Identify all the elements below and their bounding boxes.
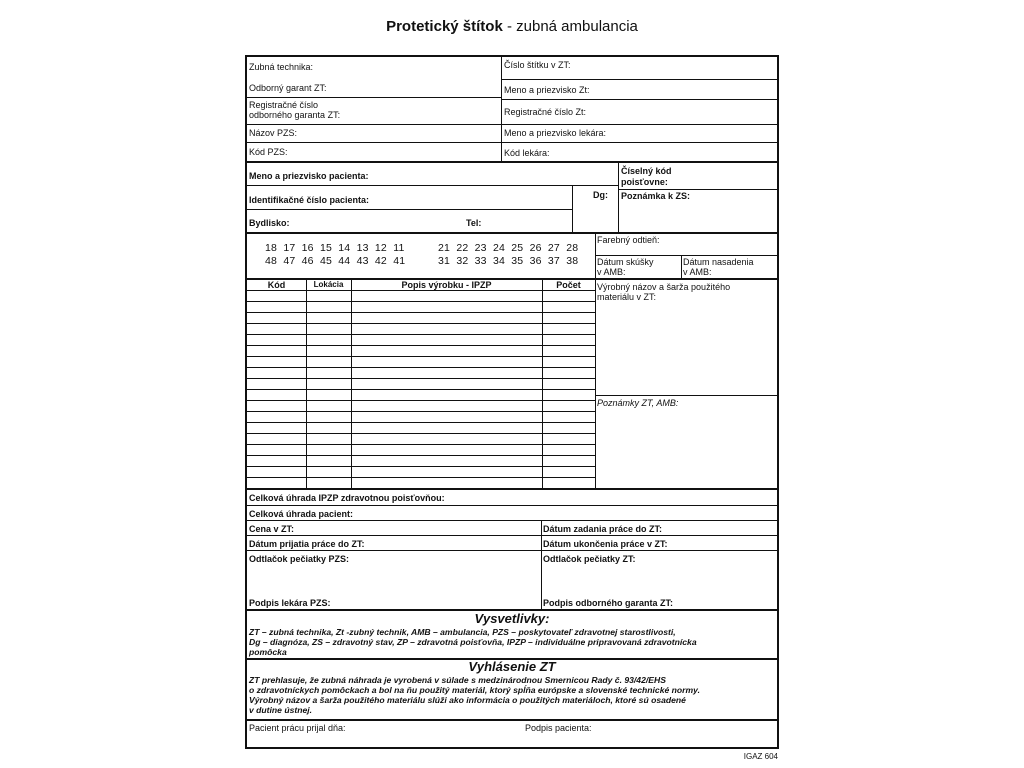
divider [247,535,777,536]
divider [247,124,777,125]
declaration-line-1: ZT prehlasuje, že zubná náhrada je vyrobená v súlade s medzinárodnou Smernicou Rady č. 93/42/EHS [249,675,666,685]
legend-title: Vysvetlivky: [474,611,550,626]
uhrada-pacient-label: Celková úhrada pacient: [249,509,354,519]
divider [247,97,501,98]
divider [247,488,777,490]
table-row [247,323,595,324]
divider [247,550,777,551]
divider [595,232,596,488]
table-row [247,345,595,346]
odtlacok-pzs-label: Odtlačok pečiatky PZS: [249,554,350,564]
zubna-technika-label: Zubná technika: [249,62,314,72]
divider [595,255,777,256]
ciselny-kod-label-2: poisťovne: [621,177,668,187]
teeth-lower-left: 31 32 33 34 35 36 37 38 [438,255,579,267]
table-row [247,378,595,379]
datum-nasadenia-label-1: Dátum nasadenia [683,257,754,267]
meno-zt-label: Meno a priezvisko Zt: [504,85,590,95]
reg-cislo-zt-label: Registračné číslo Zt: [504,107,587,117]
datum-prijatia-label: Dátum prijatia práce do ZT: [249,539,365,549]
podpis-lekara-label: Podpis lekára PZS: [249,598,331,608]
table-header-kod: Kód [267,280,286,290]
reg-cislo-label-2: odborného garanta ZT: [249,110,341,120]
kod-lekara-label: Kód lekára: [504,148,550,158]
divider [618,161,619,232]
table-row [247,422,595,423]
tel-label: Tel: [466,218,482,228]
cena-zt-label: Cena v ZT: [249,524,295,534]
datum-skusky-label-1: Dátum skúšky [597,257,654,267]
form-title [0,18,1024,35]
table-row [247,466,595,467]
meno-lekara-label: Meno a priezvisko lekára: [504,128,607,138]
divider [595,395,777,396]
meno-pacienta-label: Meno a priezvisko pacienta: [249,171,369,181]
odborny-garant-label: Odborný garant ZT: [249,83,327,93]
prosthetic-label-form [245,55,779,749]
vyrobny-nazov-label-2: materiálu v ZT: [597,292,657,302]
farebny-odtien-label: Farebný odtieň: [597,235,660,245]
odtlacok-zt-label: Odtlačok pečiatky ZT: [543,554,636,564]
teeth-upper-left: 21 22 23 24 25 26 27 28 [438,242,579,254]
datum-skusky-label-2: v AMB: [597,267,626,277]
vyrobny-nazov-label-1: Výrobný názov a šarža použitého [597,282,731,292]
divider [247,161,777,163]
table-row [247,367,595,368]
table-row [247,290,595,291]
pacient-prijal-label: Pacient prácu prijal dňa: [249,723,346,733]
dg-label: Dg: [593,190,608,200]
bydlisko-label: Bydlisko: [249,218,290,228]
datum-zadania-label: Dátum zadania práce do ZT: [543,524,663,534]
table-row [247,400,595,401]
divider [247,209,572,210]
ciselny-kod-label-1: Číselný kód [621,166,672,176]
table-header-pocet: Počet [556,280,581,290]
table-row [247,455,595,456]
legend-line-3: pomôcka [249,647,287,657]
table-header-lokacia: Lokácia [313,280,344,289]
divider [247,232,777,234]
teeth-upper-right: 18 17 16 15 14 13 12 11 [265,242,405,254]
table-col-divider [351,278,352,488]
declaration-line-4: v dutine ústnej. [249,705,313,715]
table-row [247,389,595,390]
divider [247,505,777,506]
poznamka-zs-label: Poznámka k ZS: [621,191,691,201]
table-row [247,301,595,302]
divider [247,520,777,521]
poznamky-label: Poznámky ZT, AMB: [597,398,679,408]
divider [501,99,777,100]
table-row [247,356,595,357]
table-col-divider [306,278,307,488]
identifikacne-label: Identifikačné číslo pacienta: [249,195,370,205]
declaration-title: Vyhlásenie ZT [468,659,556,674]
teeth-lower-right: 48 47 46 45 44 43 42 41 [265,255,406,267]
table-col-divider [542,278,543,488]
divider [541,520,542,609]
table-row [247,477,595,478]
divider [501,79,777,80]
kod-pzs-label: Kód PZS: [249,147,288,157]
table-header-popis: Popis výrobku - IPZP [401,280,492,290]
table-row [247,411,595,412]
title-bold: Protetický štítok [386,18,503,35]
table-row [247,334,595,335]
datum-ukoncenia-label: Dátum ukončenia práce v ZT: [543,539,668,549]
reg-cislo-label-1: Registračné číslo [249,100,319,110]
form-code: IGAZ 604 [743,752,778,761]
podpis-pacienta-label: Podpis pacienta: [525,723,592,733]
divider [247,142,777,143]
divider [247,719,777,721]
divider [572,185,573,232]
cislo-stitku-label: Číslo štítku v ZT: [504,60,571,70]
podpis-garanta-label: Podpis odborného garanta ZT: [543,598,673,608]
divider [618,189,777,190]
nazov-pzs-label: Názov PZS: [249,128,298,138]
divider [501,57,502,161]
uhrada-poistovnou-label: Celková úhrada IPZP zdravotnou poisťovňou: [249,493,445,503]
declaration-line-2: o zdravotníckych pomôckach a bol na ňu použitý materiál, ktorý spĺňa európske a slovenské technické normy. [249,685,700,695]
divider [681,255,682,278]
table-row [247,444,595,445]
table-row [247,433,595,434]
declaration-line-3: Výrobný názov a šarža použitého materiálu slúži ako informácia o použitých materiáloch, ktoré sú osadené [249,695,686,705]
divider [247,185,618,186]
table-row [247,312,595,313]
title-rest: - zubná ambulancia [502,18,638,35]
datum-nasadenia-label-2: v AMB: [683,267,712,277]
legend-line-1: ZT – zubná technika, Zt -zubný technik, AMB – ambulancia, PZS – poskytovateľ zdravotnej starostlivosti, [249,627,676,637]
legend-line-2: Dg – diagnóza, ZS – zdravotný stav, ZP – zdravotná poisťovňa, IPZP – individuálne pripravovaná zdravotnícka [249,637,697,647]
